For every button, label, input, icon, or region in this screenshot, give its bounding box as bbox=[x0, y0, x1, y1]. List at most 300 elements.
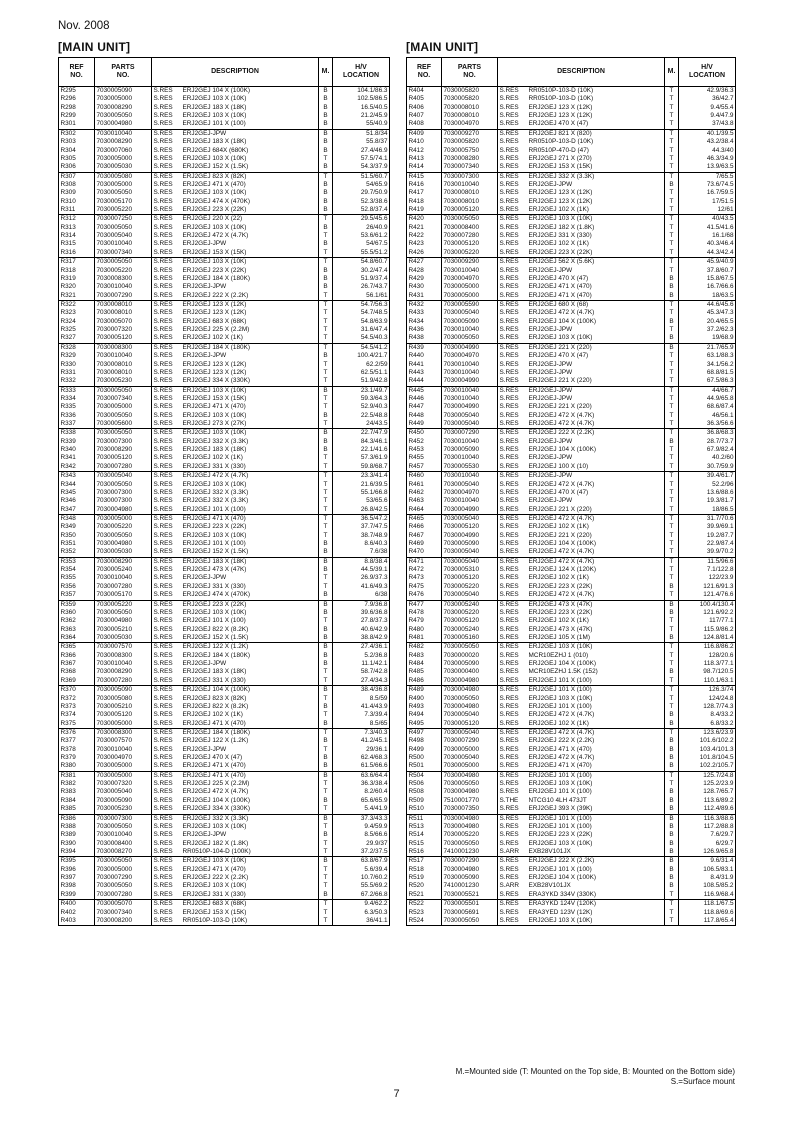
cell-description bbox=[498, 634, 665, 643]
table-row bbox=[407, 652, 736, 660]
component-spec: ERJ2GEJ 103 X (10K) bbox=[528, 916, 593, 924]
component-spec: ERJ2GEJ 122 X (1.2K) bbox=[182, 643, 249, 651]
component-spec: ERJ2GEJ 152 X (1.5K) bbox=[182, 163, 249, 171]
cell-ref-no: R486 bbox=[407, 677, 442, 686]
component-type: S.RES bbox=[153, 916, 173, 924]
component-type: S.RES bbox=[499, 497, 519, 505]
cell-mount-side: B bbox=[665, 754, 679, 762]
table-row bbox=[407, 240, 736, 248]
component-type: S.RES bbox=[499, 754, 519, 762]
cell-parts-no: 7030010040 bbox=[442, 369, 498, 377]
component-spec: ERA3YED 123V (12K) bbox=[528, 908, 593, 916]
component-spec: ERJ2GEJ-JPW bbox=[528, 180, 573, 188]
cell-ref-no: R408 bbox=[407, 120, 442, 129]
component-type: S.RES bbox=[499, 446, 519, 454]
cell-parts-no: 7030007300 bbox=[95, 438, 152, 446]
cell-description bbox=[152, 275, 319, 283]
cell-hv-location: 6.8/33.2 bbox=[679, 720, 736, 729]
cell-parts-no: 7030005050 bbox=[95, 224, 152, 232]
cell-parts-no: 7030010040 bbox=[95, 831, 152, 839]
cell-mount-side: T bbox=[665, 523, 679, 531]
cell-description bbox=[152, 591, 319, 600]
component-type: S.RES bbox=[499, 728, 519, 736]
table-row bbox=[59, 138, 390, 146]
component-spec: ERJ2GEJ 101 X (100) bbox=[182, 617, 246, 625]
table-row bbox=[59, 643, 390, 652]
cell-ref-no: R516 bbox=[407, 848, 442, 857]
table-row bbox=[407, 481, 736, 489]
cell-hv-location: 37/43.8 bbox=[679, 120, 736, 129]
cell-hv-location: 20.4/65.5 bbox=[679, 318, 736, 326]
cell-mount-side: T bbox=[665, 300, 679, 309]
cell-mount-side: B bbox=[319, 386, 333, 395]
cell-hv-location: 30.7/59.9 bbox=[679, 463, 736, 472]
cell-parts-no: 7030005750 bbox=[442, 147, 498, 155]
cell-description bbox=[498, 181, 665, 189]
cell-hv-location: 27.8/37.3 bbox=[333, 617, 390, 625]
cell-description bbox=[152, 361, 319, 369]
table-row bbox=[59, 617, 390, 625]
cell-hv-location: 40.3/46.4 bbox=[679, 240, 736, 248]
cell-parts-no: 7030010040 bbox=[442, 181, 498, 189]
table-row bbox=[407, 695, 736, 703]
cell-parts-no: 7030005310 bbox=[442, 566, 498, 574]
cell-description bbox=[152, 369, 319, 377]
cell-ref-no: R412 bbox=[407, 147, 442, 155]
cell-parts-no: 7030005820 bbox=[442, 138, 498, 146]
cell-description bbox=[152, 814, 319, 823]
component-type: S.RES bbox=[499, 908, 519, 916]
cell-parts-no: 7030005000 bbox=[95, 771, 152, 780]
table-row bbox=[59, 780, 390, 788]
component-spec: ERJ2GEJ-JPW bbox=[528, 326, 573, 334]
cell-ref-no: R369 bbox=[59, 677, 95, 686]
component-spec: ERJ2GEJ-JPW bbox=[528, 454, 573, 462]
cell-mount-side: T bbox=[319, 361, 333, 369]
cell-ref-no: R301 bbox=[59, 120, 95, 129]
component-spec: ERJ2GEJ 103 X (10K) bbox=[182, 822, 247, 830]
cell-description bbox=[498, 129, 665, 138]
cell-description bbox=[152, 292, 319, 301]
cell-ref-no: R320 bbox=[59, 283, 95, 291]
cell-description bbox=[498, 420, 665, 429]
cell-description bbox=[498, 583, 665, 591]
cell-ref-no: R489 bbox=[407, 686, 442, 695]
cell-ref-no: R365 bbox=[59, 643, 95, 652]
cell-mount-side: T bbox=[665, 771, 679, 780]
cell-hv-location: 30.2/47.4 bbox=[333, 267, 390, 275]
component-spec: ERJ2GEJ 331 X (330) bbox=[182, 676, 246, 684]
cell-ref-no: R429 bbox=[407, 275, 442, 283]
cell-hv-location: 122/23.9 bbox=[679, 574, 736, 582]
table-row bbox=[59, 129, 390, 138]
cell-description bbox=[152, 189, 319, 197]
component-type: S.RES bbox=[499, 411, 519, 419]
cell-mount-side: T bbox=[665, 249, 679, 258]
cell-parts-no: 7030005070 bbox=[95, 900, 152, 909]
cell-ref-no: R481 bbox=[407, 634, 442, 643]
cell-ref-no: R372 bbox=[59, 695, 95, 703]
cell-parts-no: 7030007570 bbox=[95, 643, 152, 652]
cell-hv-location: 21.2/45.9 bbox=[333, 112, 390, 120]
cell-ref-no: R388 bbox=[59, 823, 95, 831]
component-spec: ERJ2GEJ 332 X (3.3K) bbox=[182, 814, 249, 822]
cell-ref-no: R413 bbox=[407, 155, 442, 163]
cell-description bbox=[152, 728, 319, 737]
table-row bbox=[59, 189, 390, 197]
cell-parts-no: 7030005120 bbox=[442, 206, 498, 215]
cell-hv-location: 104.1/86.3 bbox=[333, 87, 390, 96]
cell-hv-location: 26.9/37.3 bbox=[333, 574, 390, 582]
cell-parts-no: 7030005050 bbox=[442, 840, 498, 848]
cell-description bbox=[152, 420, 319, 429]
component-spec: ERJ2GEJ 183 X (18K) bbox=[182, 668, 247, 676]
component-spec: ERJ2GEJ 101 X (100) bbox=[528, 686, 592, 694]
cell-mount-side: T bbox=[319, 258, 333, 267]
cell-description bbox=[498, 343, 665, 352]
cell-parts-no: 7030005050 bbox=[442, 334, 498, 343]
cell-mount-side: T bbox=[319, 318, 333, 326]
component-type: S.RES bbox=[499, 386, 519, 394]
table-row bbox=[407, 566, 736, 574]
component-type: S.ARR bbox=[499, 882, 520, 890]
cell-mount-side: B bbox=[319, 283, 333, 291]
cell-hv-location: 9.4/59.9 bbox=[333, 823, 390, 831]
cell-mount-side: B bbox=[319, 814, 333, 823]
table-row bbox=[407, 686, 736, 695]
cell-mount-side: B bbox=[319, 275, 333, 283]
cell-ref-no: R328 bbox=[59, 343, 95, 352]
parts-table-right bbox=[406, 57, 736, 926]
cell-hv-location: 12/61 bbox=[679, 206, 736, 215]
component-type: S.RES bbox=[499, 582, 519, 590]
component-spec: ERJ2GEJ 470 X (47) bbox=[528, 120, 589, 128]
cell-hv-location: 46.3/34.9 bbox=[679, 155, 736, 163]
cell-ref-no: R524 bbox=[407, 917, 442, 926]
cell-mount-side: B bbox=[665, 882, 679, 890]
cell-mount-side: B bbox=[665, 840, 679, 848]
cell-mount-side: T bbox=[319, 523, 333, 531]
table-row bbox=[407, 762, 736, 771]
cell-parts-no: 7030008400 bbox=[95, 840, 152, 848]
cell-mount-side: T bbox=[319, 420, 333, 429]
cell-mount-side: B bbox=[319, 643, 333, 652]
cell-description bbox=[498, 395, 665, 403]
cell-hv-location: 9.4/62.2 bbox=[333, 900, 390, 909]
cell-hv-location: 52.3/38.6 bbox=[333, 198, 390, 206]
cell-ref-no: R475 bbox=[407, 583, 442, 591]
table-row bbox=[59, 591, 390, 600]
table-row bbox=[59, 352, 390, 360]
cell-description bbox=[152, 771, 319, 780]
cell-ref-no: R383 bbox=[59, 788, 95, 796]
component-spec: ERJ2GEJ 101 X (100) bbox=[182, 505, 246, 513]
component-type: S.RES bbox=[153, 360, 173, 368]
component-spec: ERJ2GEJ-JPW bbox=[182, 283, 227, 291]
cell-ref-no: R484 bbox=[407, 660, 442, 668]
cell-ref-no: R439 bbox=[407, 343, 442, 352]
component-type: S.RES bbox=[499, 514, 519, 522]
cell-description bbox=[152, 548, 319, 557]
component-type: S.RES bbox=[153, 728, 173, 736]
cell-ref-no: R296 bbox=[59, 95, 95, 103]
cell-parts-no: 7030005050 bbox=[95, 481, 152, 489]
table-row bbox=[59, 395, 390, 403]
component-spec: ERA3YKD 334V (330K) bbox=[528, 890, 596, 898]
cell-mount-side: T bbox=[319, 155, 333, 163]
cell-description bbox=[498, 386, 665, 395]
cell-description bbox=[498, 831, 665, 839]
cell-description bbox=[152, 352, 319, 360]
parts-table-left bbox=[58, 57, 390, 926]
component-type: S.RES bbox=[153, 514, 173, 522]
cell-description bbox=[498, 267, 665, 275]
component-spec: ERJ2GEJ 103 X (10K) bbox=[182, 112, 247, 120]
cell-hv-location: 113.6/89.2 bbox=[679, 797, 736, 805]
component-type: S.RES bbox=[499, 240, 519, 248]
component-spec: ERJ2GEJ 680 X (68) bbox=[528, 300, 589, 308]
cell-ref-no: R432 bbox=[407, 300, 442, 309]
cell-mount-side: T bbox=[319, 481, 333, 489]
cell-description bbox=[152, 232, 319, 240]
component-type: S.RES bbox=[153, 497, 173, 505]
cell-mount-side: T bbox=[665, 240, 679, 248]
cell-parts-no: 7030007280 bbox=[442, 232, 498, 240]
cell-hv-location: 101.6/102.2 bbox=[679, 737, 736, 745]
component-spec: ERJ2GEJ 184 X (180K) bbox=[182, 651, 250, 659]
cell-ref-no: R521 bbox=[407, 891, 442, 900]
cell-parts-no: 7030007300 bbox=[442, 172, 498, 181]
table-header-row bbox=[407, 58, 736, 87]
cell-mount-side: T bbox=[319, 395, 333, 403]
cell-parts-no: 7030005040 bbox=[442, 514, 498, 523]
cell-mount-side: T bbox=[319, 909, 333, 917]
table-row bbox=[59, 540, 390, 548]
cell-parts-no: 7030005050 bbox=[95, 823, 152, 831]
cell-hv-location: 59.3/64.3 bbox=[333, 395, 390, 403]
cell-ref-no: R327 bbox=[59, 334, 95, 343]
component-type: S.RES bbox=[499, 462, 519, 470]
cell-parts-no: 7030005530 bbox=[442, 463, 498, 472]
table-row bbox=[407, 189, 736, 197]
cell-mount-side: T bbox=[319, 334, 333, 343]
component-type: S.RES bbox=[499, 248, 519, 256]
cell-parts-no: 7030005120 bbox=[95, 454, 152, 462]
cell-mount-side: T bbox=[665, 326, 679, 334]
cell-hv-location: 5.4/41.9 bbox=[333, 805, 390, 814]
cell-ref-no: R410 bbox=[407, 138, 442, 146]
cell-description bbox=[152, 566, 319, 574]
table-row bbox=[59, 840, 390, 848]
cell-mount-side: T bbox=[665, 481, 679, 489]
cell-mount-side: T bbox=[665, 446, 679, 454]
component-type: S.RES bbox=[153, 625, 173, 633]
component-type: S.RES bbox=[499, 283, 519, 291]
cell-description bbox=[498, 163, 665, 172]
cell-mount-side: B bbox=[665, 874, 679, 882]
component-spec: RR0510P-103-D (10K) bbox=[528, 138, 594, 146]
component-type: S.RES bbox=[153, 608, 173, 616]
component-type: S.RES bbox=[499, 805, 519, 813]
cell-mount-side: T bbox=[319, 215, 333, 224]
cell-parts-no: 7030005050 bbox=[95, 429, 152, 438]
cell-mount-side: B bbox=[665, 668, 679, 676]
cell-hv-location: 15.8/67.5 bbox=[679, 275, 736, 283]
cell-mount-side: B bbox=[319, 703, 333, 711]
component-spec: ERJ2GEJ 472 X (4.7K) bbox=[528, 309, 595, 317]
cell-hv-location: 23.3/41.4 bbox=[333, 472, 390, 481]
cell-ref-no: R314 bbox=[59, 232, 95, 240]
cell-mount-side: T bbox=[665, 258, 679, 267]
table-row bbox=[407, 112, 736, 120]
table-row bbox=[407, 514, 736, 523]
table-header-row bbox=[59, 58, 390, 87]
cell-parts-no: 7030007340 bbox=[95, 249, 152, 258]
cell-parts-no: 7030010040 bbox=[95, 352, 152, 360]
component-spec: ERJ2GEJ 562 X (5.6K) bbox=[528, 258, 595, 266]
cell-mount-side: B bbox=[319, 634, 333, 643]
cell-mount-side: B bbox=[665, 275, 679, 283]
cell-ref-no: R341 bbox=[59, 454, 95, 462]
document-date: Nov. 2008 bbox=[58, 20, 110, 32]
cell-parts-no: 7030005230 bbox=[95, 805, 152, 814]
component-spec: ERJ2GEJ 105 X (1M) bbox=[528, 634, 590, 641]
cell-ref-no: R299 bbox=[59, 112, 95, 120]
cell-parts-no: 7030005120 bbox=[442, 240, 498, 248]
cell-description bbox=[152, 309, 319, 317]
cell-hv-location: 55.5/69.2 bbox=[333, 882, 390, 890]
cell-description bbox=[152, 514, 319, 523]
cell-mount-side: B bbox=[319, 600, 333, 609]
cell-hv-location: 27.4/34.3 bbox=[333, 677, 390, 686]
cell-ref-no: R359 bbox=[59, 600, 95, 609]
cell-hv-location: 5.2/36.8 bbox=[333, 652, 390, 660]
table-row bbox=[407, 87, 736, 96]
cell-parts-no: 7030008010 bbox=[442, 189, 498, 197]
table-row bbox=[59, 224, 390, 232]
component-type: S.RES bbox=[153, 291, 173, 299]
component-type: S.RES bbox=[499, 488, 519, 496]
component-spec: ERJ2GEJ 222 X (2.2K) bbox=[528, 429, 595, 437]
cell-hv-location: 7/65.5 bbox=[679, 172, 736, 181]
table-row bbox=[407, 506, 736, 515]
table-row bbox=[407, 840, 736, 848]
cell-mount-side: T bbox=[665, 686, 679, 695]
cell-description bbox=[152, 711, 319, 719]
table-row bbox=[59, 334, 390, 343]
cell-ref-no: R477 bbox=[407, 600, 442, 609]
cell-ref-no: R478 bbox=[407, 609, 442, 617]
table-row bbox=[407, 591, 736, 600]
component-type: S.RES bbox=[153, 566, 173, 574]
component-type: S.RES bbox=[153, 120, 173, 128]
cell-mount-side: T bbox=[665, 155, 679, 163]
cell-mount-side: B bbox=[665, 746, 679, 754]
cell-description bbox=[498, 840, 665, 848]
cell-hv-location: 7.3/40.3 bbox=[333, 728, 390, 737]
component-spec: ERJ2GEJ 101 X (100) bbox=[528, 788, 592, 796]
cell-mount-side: T bbox=[665, 129, 679, 138]
component-spec: ERJ2GEJ 183 X (18K) bbox=[182, 557, 247, 565]
cell-ref-no: R433 bbox=[407, 309, 442, 317]
cell-description bbox=[152, 532, 319, 540]
component-type: S.RES bbox=[499, 788, 519, 796]
cell-hv-location: 121.4/76.6 bbox=[679, 591, 736, 600]
component-spec: ERJ2GEJ 184 X (180K) bbox=[182, 728, 250, 736]
cell-mount-side: B bbox=[319, 240, 333, 248]
component-type: S.RES bbox=[499, 814, 519, 822]
cell-description bbox=[152, 746, 319, 754]
component-type: S.RES bbox=[499, 531, 519, 539]
component-type: S.RES bbox=[153, 232, 173, 240]
cell-description bbox=[498, 309, 665, 317]
cell-description bbox=[498, 523, 665, 531]
component-spec: ERJ2GEJ 183 X (18K) bbox=[182, 103, 247, 111]
cell-ref-no: R469 bbox=[407, 540, 442, 548]
table-row bbox=[59, 652, 390, 660]
cell-description bbox=[498, 591, 665, 600]
cell-mount-side: T bbox=[665, 557, 679, 566]
cell-hv-location: 121.6/91.3 bbox=[679, 583, 736, 591]
cell-mount-side: B bbox=[665, 283, 679, 291]
component-type: S.RES bbox=[499, 138, 519, 146]
component-type: S.RES bbox=[499, 480, 519, 488]
cell-mount-side: B bbox=[319, 797, 333, 805]
cell-ref-no: R380 bbox=[59, 762, 95, 771]
cell-parts-no: 7030007300 bbox=[95, 489, 152, 497]
cell-hv-location: 55.8/37 bbox=[333, 138, 390, 146]
cell-parts-no: 7030004980 bbox=[442, 823, 498, 831]
cell-ref-no: R319 bbox=[59, 275, 95, 283]
cell-mount-side: T bbox=[665, 909, 679, 917]
cell-mount-side: T bbox=[319, 900, 333, 909]
cell-ref-no: R305 bbox=[59, 155, 95, 163]
component-spec: ERJ2GEJ 104 X (100K) bbox=[528, 874, 596, 882]
cell-description bbox=[152, 891, 319, 900]
cell-hv-location: 55.5/51.2 bbox=[333, 249, 390, 258]
table-row bbox=[407, 138, 736, 146]
cell-ref-no: R376 bbox=[59, 728, 95, 737]
cell-description bbox=[152, 823, 319, 831]
cell-description bbox=[152, 720, 319, 729]
component-spec: ERJ2GEJ 223 X (22K) bbox=[528, 831, 593, 839]
table-row bbox=[407, 489, 736, 497]
cell-mount-side: T bbox=[319, 489, 333, 497]
cell-description bbox=[498, 882, 665, 890]
cell-hv-location: 52.8/37.4 bbox=[333, 206, 390, 215]
cell-hv-location: 118.1/67.5 bbox=[679, 900, 736, 909]
cell-hv-location: 7.9/36.8 bbox=[333, 600, 390, 609]
component-spec: ERJ2GEJ 225 X (2.2M) bbox=[182, 326, 250, 334]
cell-parts-no: 7030010040 bbox=[95, 574, 152, 582]
cell-parts-no: 7030008010 bbox=[442, 112, 498, 120]
cell-parts-no: 7030008010 bbox=[95, 309, 152, 317]
cell-ref-no: R311 bbox=[59, 206, 95, 215]
component-type: S.RES bbox=[499, 643, 519, 651]
table-row bbox=[407, 780, 736, 788]
cell-description bbox=[498, 771, 665, 780]
cell-parts-no: 7030007300 bbox=[95, 497, 152, 505]
table-row bbox=[59, 754, 390, 762]
cell-parts-no: 7030005090 bbox=[95, 686, 152, 695]
component-spec: ERJ2GEJ 472 X (4.7K) bbox=[182, 472, 249, 480]
cell-hv-location: 18/86.5 bbox=[679, 506, 736, 515]
cell-mount-side: B bbox=[319, 104, 333, 112]
component-type: S.RES bbox=[499, 223, 519, 231]
cell-ref-no: R312 bbox=[59, 215, 95, 224]
table-row bbox=[59, 566, 390, 574]
table-row bbox=[407, 746, 736, 754]
